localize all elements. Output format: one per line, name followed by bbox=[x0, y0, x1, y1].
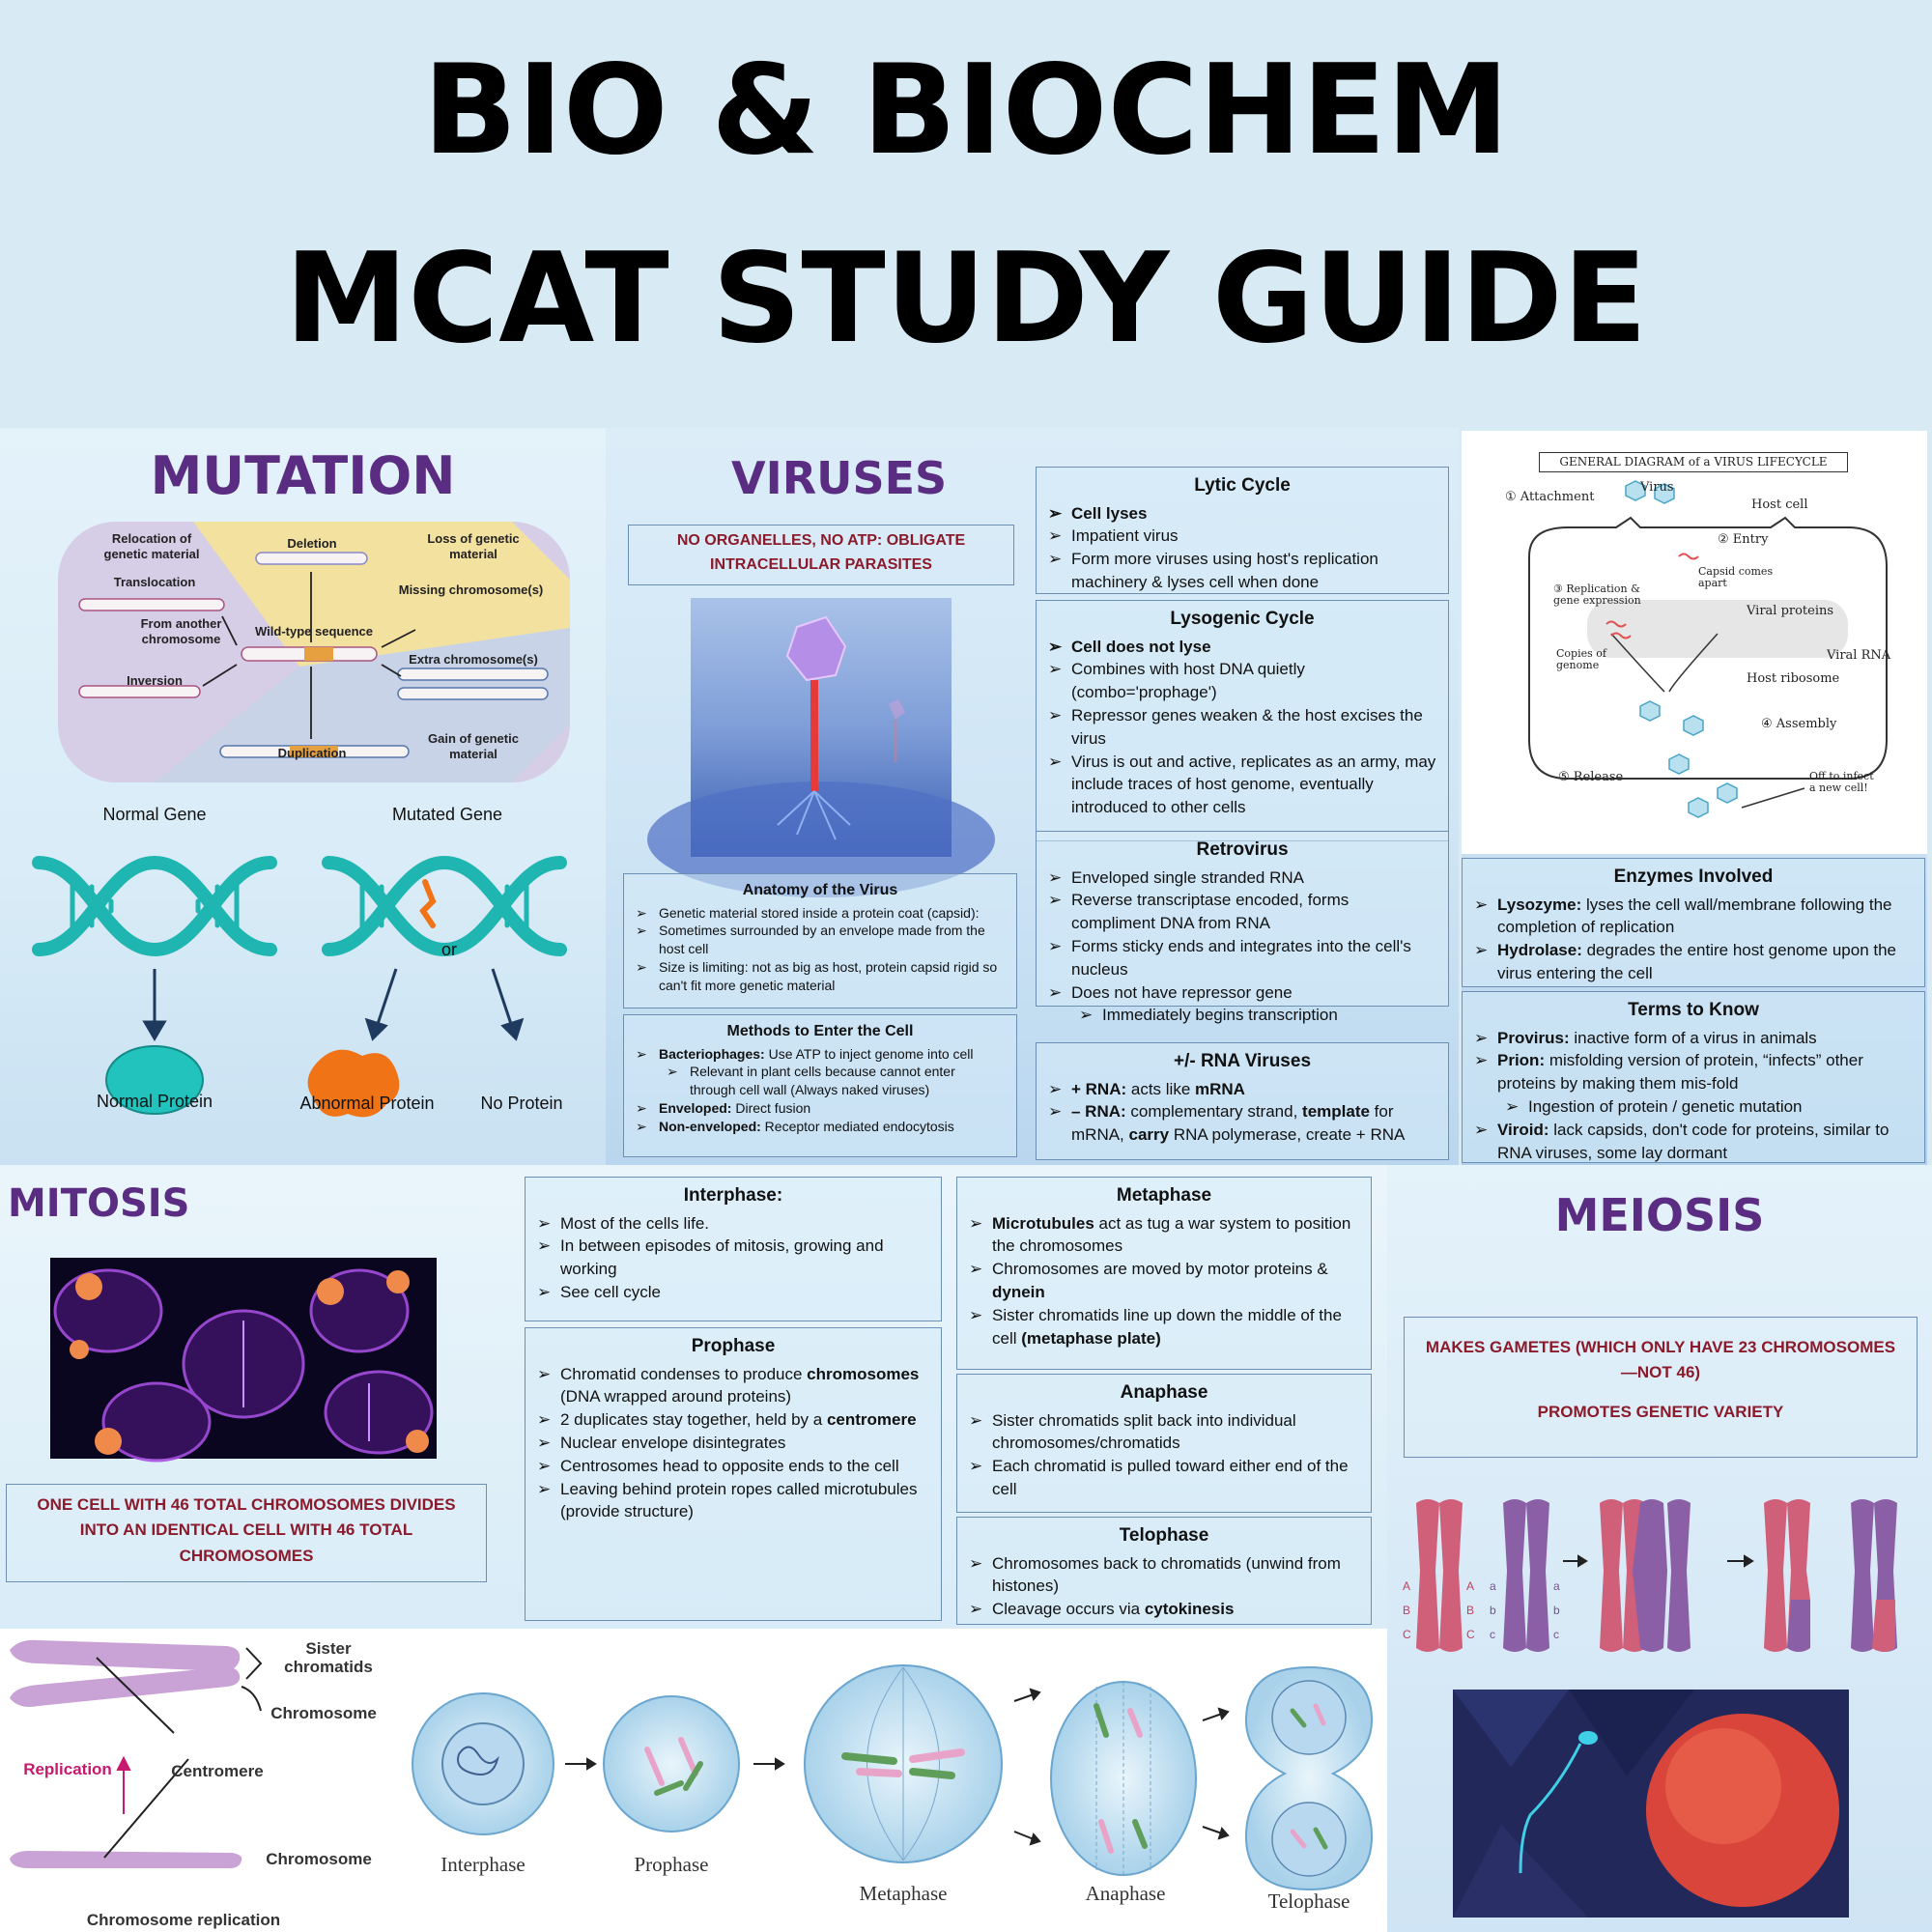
retrovirus-subitem: ➢ Immediately begins transcription bbox=[1048, 1004, 1436, 1027]
label-missing: Missing chromosome(s) bbox=[398, 582, 544, 597]
telophase-title: Telophase bbox=[1119, 1525, 1209, 1546]
lc-viral-rna: Viral RNA bbox=[1827, 648, 1891, 663]
allele-label: a bbox=[1490, 1579, 1496, 1593]
methods-item: ➢ Non-enveloped: Receptor mediated endocytosis bbox=[636, 1118, 1005, 1136]
chromosome-replication-caption: Chromosome replication bbox=[86, 1911, 281, 1929]
lysogenic-item: ➢ Repressor genes weaken & the host excises the virus bbox=[1048, 704, 1436, 751]
methods-item: ➢ Enveloped: Direct fusion bbox=[636, 1099, 1005, 1118]
chromosome-pair-2 bbox=[1600, 1499, 1690, 1652]
lytic-item: ➢ Cell lyses bbox=[1048, 502, 1436, 526]
telophase-cell bbox=[1246, 1667, 1372, 1889]
retrovirus-item: ➢ Reverse transcriptase encoded, forms compliment DNA from RNA bbox=[1048, 889, 1436, 935]
normal-gene-label: Normal Gene bbox=[102, 805, 207, 824]
normal-dna-icon bbox=[39, 863, 270, 950]
bacteriophage-image bbox=[691, 598, 952, 857]
interphase-title: Interphase: bbox=[683, 1185, 783, 1206]
prophase-box bbox=[525, 1327, 942, 1621]
lc-virus: Virus bbox=[1640, 480, 1674, 495]
rna-viruses-box bbox=[1036, 1042, 1449, 1160]
retrovirus-box bbox=[1036, 831, 1449, 1025]
interphase-item: ➢ In between episodes of mitosis, growing and working bbox=[537, 1235, 929, 1281]
anaphase-cell bbox=[1051, 1682, 1196, 1875]
interphase-box bbox=[525, 1177, 942, 1321]
allele-label: C bbox=[1403, 1628, 1411, 1641]
lytic-box bbox=[1036, 467, 1449, 594]
meiosis-banner bbox=[1404, 1317, 1918, 1458]
anatomy-box bbox=[623, 873, 1017, 1009]
allele-label: c bbox=[1553, 1628, 1559, 1641]
enzymes-terms-panel bbox=[1462, 854, 1927, 1165]
allele-label: b bbox=[1553, 1604, 1560, 1617]
chromosome-pair-1 bbox=[1416, 1499, 1549, 1652]
telophase-box bbox=[956, 1517, 1372, 1625]
lc-entry: ② Entry bbox=[1718, 532, 1769, 547]
label-chromosome-bottom: Chromosome bbox=[266, 1850, 372, 1868]
prophase-item: ➢ Nuclear envelope disintegrates bbox=[537, 1432, 929, 1455]
meiosis-banner-line1: MAKES GAMETES (WHICH ONLY HAVE 23 CHROMOSOMES—NOT 46) bbox=[1425, 1338, 1896, 1382]
label-gain: Gain of genetic material bbox=[428, 731, 519, 761]
interphase-item: ➢ Most of the cells life. bbox=[537, 1212, 929, 1236]
meiosis-heading: MEIOSIS bbox=[1554, 1189, 1765, 1241]
lytic-item: ➢ Impatient virus bbox=[1048, 525, 1436, 548]
stage-label: Interphase bbox=[440, 1853, 526, 1876]
allele-label: B bbox=[1466, 1604, 1475, 1617]
stage-label: Telophase bbox=[1267, 1889, 1350, 1913]
lysogenic-item: ➢ Combines with host DNA quietly (combo='prophage') bbox=[1048, 658, 1436, 704]
lc-release: ⑤ Release bbox=[1558, 770, 1624, 784]
label-loss: Loss of genetic material bbox=[427, 531, 520, 561]
prophase-item: ➢ Chromatid condenses to produce chromosomes (DNA wrapped around proteins) bbox=[537, 1363, 929, 1409]
metaphase-item: ➢ Microtubules act as tug a war system to position the chromosomes bbox=[969, 1212, 1359, 1259]
label-deletion: Deletion bbox=[287, 536, 337, 551]
methods-title: Methods to Enter the Cell bbox=[726, 1023, 914, 1039]
terms-subitem: ➢ Ingestion of protein / genetic mutation bbox=[1474, 1095, 1913, 1119]
or-label: or bbox=[440, 940, 457, 959]
stage-label: Metaphase bbox=[859, 1882, 948, 1905]
enzymes-box bbox=[1462, 858, 1925, 987]
lc-copies: Copies of genome bbox=[1556, 647, 1606, 672]
allele-label: C bbox=[1466, 1628, 1475, 1641]
label-from-another: From another chromosome bbox=[140, 616, 222, 646]
viruses-banner: NO ORGANELLES, NO ATP: OBLIGATE INTRACELLULAR PARASITES bbox=[628, 525, 1014, 585]
label-duplication: Duplication bbox=[277, 746, 347, 760]
interphase-cell bbox=[412, 1693, 554, 1834]
crossing-over-diagram bbox=[1387, 1493, 1932, 1667]
anatomy-item: ➢ Genetic material stored inside a protein coat (capsid): bbox=[636, 904, 1005, 923]
mutation-heading: MUTATION bbox=[150, 445, 456, 506]
terms-box bbox=[1462, 991, 1925, 1163]
meiosis-banner-line2: PROMOTES GENETIC VARIETY bbox=[1537, 1402, 1784, 1421]
prophase-cell bbox=[604, 1696, 739, 1832]
rna-item: ➢ + RNA: acts like mRNA bbox=[1048, 1078, 1436, 1101]
lytic-title: Lytic Cycle bbox=[1194, 475, 1291, 496]
anaphase-item: ➢ Each chromatid is pulled toward either end of the cell bbox=[969, 1455, 1359, 1501]
lc-assembly: ④ Assembly bbox=[1761, 717, 1837, 731]
lifecycle-title: GENERAL DIAGRAM of a VIRUS LIFECYCLE bbox=[1539, 452, 1848, 472]
anatomy-item: ➢ Size is limiting: not as big as host, protein capsid rigid so can't fit more genetic material bbox=[636, 958, 1005, 995]
terms-item: ➢ Viroid: lack capsids, don't code for proteins, similar to RNA viruses, some lay dormant bbox=[1474, 1119, 1913, 1165]
mitosis-panel bbox=[0, 1165, 1399, 1629]
prophase-title: Prophase bbox=[691, 1336, 776, 1356]
stage-label: Prophase bbox=[634, 1853, 709, 1876]
enzymes-item: ➢ Hydrolase: degrades the entire host genome upon the virus entering the cell bbox=[1474, 939, 1913, 985]
label-sister-chromatids: Sister chromatids bbox=[284, 1639, 373, 1676]
metaphase-item: ➢ Sister chromatids line up down the middle of the cell (metaphase plate) bbox=[969, 1304, 1359, 1350]
lc-capsid: Capsid comes apart bbox=[1698, 565, 1774, 590]
prophase-item: ➢ Leaving behind protein ropes called microtubules (provide structure) bbox=[537, 1478, 929, 1524]
mutated-dna-icon bbox=[328, 863, 560, 950]
gene-protein-illustration bbox=[29, 834, 589, 1114]
sperm-icon bbox=[1578, 1731, 1598, 1745]
telophase-item: ➢ Cleavage occurs via cytokinesis bbox=[969, 1598, 1359, 1621]
mutated-gene-label: Mutated Gene bbox=[391, 805, 503, 824]
label-chromosome-top: Chromosome bbox=[270, 1704, 377, 1722]
enzymes-title: Enzymes Involved bbox=[1613, 867, 1774, 887]
allele-label: b bbox=[1490, 1604, 1496, 1617]
label-inversion: Inversion bbox=[127, 673, 183, 688]
terms-title: Terms to Know bbox=[1628, 1000, 1759, 1020]
chromosome-pair-3 bbox=[1764, 1499, 1897, 1652]
prophase-item: ➢ Centrosomes head to opposite ends to the cell bbox=[537, 1455, 929, 1478]
anatomy-title: Anatomy of the Virus bbox=[742, 882, 898, 898]
virus-lifecycle-panel bbox=[1462, 431, 1927, 854]
meiosis-panel bbox=[1387, 1165, 1932, 1932]
anaphase-item: ➢ Sister chromatids split back into individual chromosomes/chromatids bbox=[969, 1409, 1359, 1456]
normal-protein-label: Normal Protein bbox=[96, 1092, 213, 1111]
retrovirus-item: ➢ Forms sticky ends and integrates into the cell's nucleus bbox=[1048, 935, 1436, 981]
prophase-item: ➢ 2 duplicates stay together, held by a centromere bbox=[537, 1408, 929, 1432]
metaphase-item: ➢ Chromosomes are moved by motor proteins & dynein bbox=[969, 1258, 1359, 1304]
stage-label: Anaphase bbox=[1085, 1882, 1166, 1905]
title-line-1: BIO & BIOCHEM bbox=[422, 39, 1510, 183]
lysogenic-title: Lysogenic Cycle bbox=[1170, 609, 1315, 629]
mitosis-cells-image bbox=[50, 1258, 437, 1459]
allele-label: A bbox=[1466, 1579, 1475, 1593]
retrovirus-title: Retrovirus bbox=[1196, 839, 1289, 860]
anatomy-item: ➢ Sometimes surrounded by an envelope made from the host cell bbox=[636, 922, 1005, 958]
allele-label: A bbox=[1403, 1579, 1411, 1593]
label-replication: Replication bbox=[23, 1760, 112, 1778]
allele-label: c bbox=[1490, 1628, 1495, 1641]
rna-title: +/- RNA Viruses bbox=[1173, 1051, 1312, 1071]
mitosis-heading: MITOSIS bbox=[8, 1181, 190, 1226]
mitosis-banner: ONE CELL WITH 46 TOTAL CHROMOSOMES DIVIDES INTO AN IDENTICAL CELL WITH 46 TOTAL CHROMOSOMES bbox=[6, 1484, 487, 1582]
lc-viral-proteins: Viral proteins bbox=[1747, 604, 1834, 618]
telophase-item: ➢ Chromosomes back to chromatids (unwind from histones) bbox=[969, 1552, 1359, 1599]
viruses-panel bbox=[606, 428, 1459, 1165]
fertilization-image bbox=[1453, 1690, 1849, 1918]
anaphase-box bbox=[956, 1374, 1372, 1513]
lc-attachment: ① Attachment bbox=[1505, 490, 1595, 504]
mutation-panel bbox=[0, 428, 606, 1165]
methods-box bbox=[623, 1014, 1017, 1157]
label-relocation: Relocation of genetic material bbox=[103, 531, 200, 561]
lysogenic-item: ➢ Virus is out and active, replicates as an army, may include traces of host genome, eventually introduced to other cells bbox=[1048, 751, 1436, 819]
retrovirus-item: ➢ Does not have repressor gene bbox=[1048, 981, 1436, 1005]
metaphase-cell bbox=[805, 1665, 1002, 1862]
metaphase-title: Metaphase bbox=[1116, 1185, 1212, 1206]
lc-ribosome: Host ribosome bbox=[1747, 671, 1840, 686]
viruses-heading: VIRUSES bbox=[731, 452, 948, 504]
terms-item: ➢ Provirus: inactive form of a virus in animals bbox=[1474, 1027, 1913, 1050]
enzymes-item: ➢ Lysozyme: lyses the cell wall/membrane following the completion of replication bbox=[1474, 894, 1913, 940]
label-translocation: Translocation bbox=[113, 575, 196, 589]
mitosis-stages-strip bbox=[0, 1629, 1387, 1932]
terms-item: ➢ Prion: misfolding version of protein, “infects” other proteins by making them mis-fold bbox=[1474, 1049, 1913, 1095]
interphase-item: ➢ See cell cycle bbox=[537, 1281, 929, 1304]
lysogenic-item: ➢ Cell does not lyse bbox=[1048, 636, 1436, 659]
anaphase-title: Anaphase bbox=[1120, 1382, 1208, 1403]
abnormal-protein-label: Abnormal Protein bbox=[299, 1094, 435, 1113]
lysogenic-box bbox=[1036, 600, 1449, 841]
metaphase-box bbox=[956, 1177, 1372, 1370]
allele-label: a bbox=[1553, 1579, 1560, 1593]
lytic-item: ➢ Form more viruses using host's replication machinery & lyses cell when done bbox=[1048, 548, 1436, 594]
allele-label: B bbox=[1403, 1604, 1411, 1617]
no-protein-label: No Protein bbox=[480, 1094, 563, 1113]
methods-item: ➢ Bacteriophages: Use ATP to inject genome into cell bbox=[636, 1045, 1005, 1064]
label-wild-type: Wild-type sequence bbox=[255, 624, 373, 639]
methods-subitem: ➢ Relevant in plant cells because cannot enter through cell wall (Always naked viruses) bbox=[636, 1063, 1005, 1099]
label-extra: Extra chromosome(s) bbox=[409, 652, 538, 667]
lc-host-cell: Host cell bbox=[1751, 497, 1808, 512]
title-line-2: MCAT STUDY GUIDE bbox=[284, 227, 1648, 371]
rna-item: ➢ – RNA: complementary strand, template for mRNA, carry RNA polymerase, create + RNA bbox=[1048, 1100, 1436, 1147]
lc-replication: ③ Replication & gene expression bbox=[1553, 582, 1641, 608]
label-centromere: Centromere bbox=[171, 1762, 264, 1780]
wild-type-chromosome bbox=[242, 647, 377, 661]
lc-off: Off to infect a new cell! bbox=[1809, 770, 1874, 795]
retrovirus-item: ➢ Enveloped single stranded RNA bbox=[1048, 867, 1436, 890]
